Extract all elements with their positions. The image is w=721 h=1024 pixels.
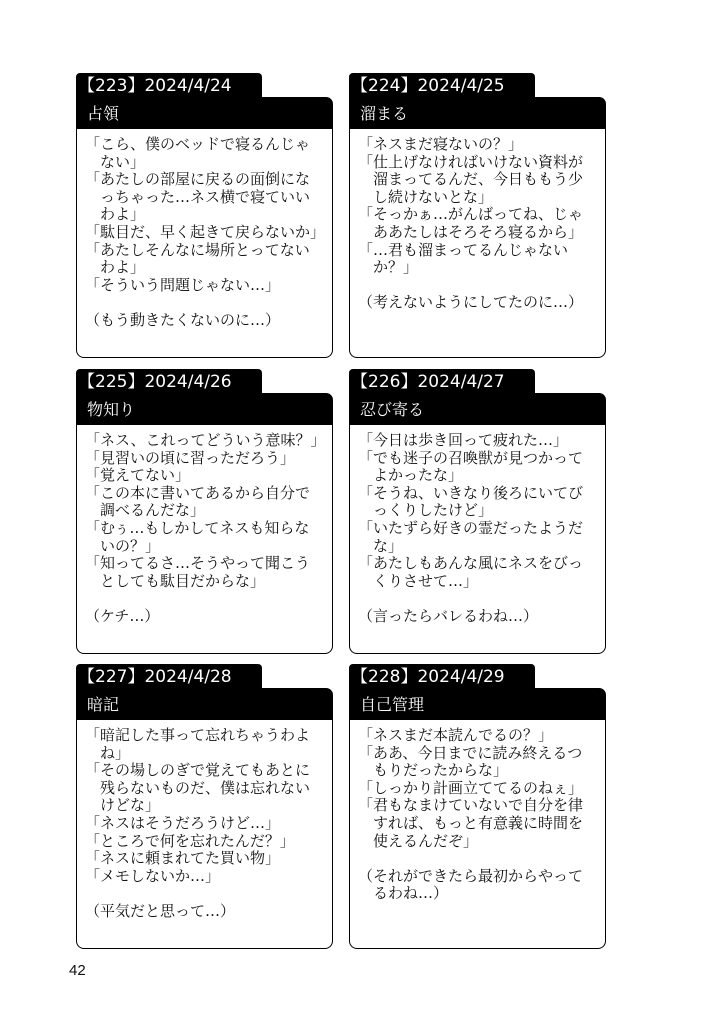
entry-number-date-tab: 【226】2024/4/27 — [349, 369, 535, 394]
dialogue-line: 「こら、僕のベッドで寝るんじゃ — [85, 135, 311, 153]
entry-number-date-tab: 【228】2024/4/29 — [349, 664, 535, 689]
dialogue-line: 「ああ、今日までに読み終えるつ — [358, 743, 583, 762]
dialogue-line: 残らないものだ、僕は忘れない — [100, 778, 311, 797]
dialogue-line: けどな」 — [100, 796, 161, 815]
dialogue-line: 使えるんだぞ」 — [373, 831, 479, 850]
dialogue-line: 「そういう問題じゃない…」 — [85, 275, 281, 294]
blank-line — [85, 885, 332, 903]
dialogue-line: わよ」 — [100, 258, 146, 277]
blank-line — [358, 590, 605, 608]
entry-title: 忍び寄る — [360, 400, 425, 419]
dialogue-line: もりだったからな」 — [373, 761, 509, 780]
thought-line: （それができたら最初からやって — [358, 866, 584, 885]
dialogue-line: わよ」 — [100, 205, 146, 224]
dialogue-line: っちゃった…ネス横で寝ていい — [100, 187, 311, 206]
entry-body — [76, 720, 333, 949]
entry-number-date-tab: 【227】2024/4/28 — [76, 664, 262, 689]
blank-line — [358, 277, 605, 295]
entry-title: 溜まる — [360, 104, 409, 123]
entry-card-224 — [349, 73, 606, 358]
dialogue-line: 「駄目だ、早く起きて戻らないか」 — [85, 222, 326, 241]
dialogue-line: か？」 — [373, 258, 419, 277]
dialogue-line: 「ネスまだ寝ないの？」 — [358, 135, 524, 153]
dialogue-line: 調べるんだな」 — [100, 501, 206, 520]
entry-title: 自己管理 — [360, 695, 425, 714]
entry-body — [349, 425, 606, 654]
thought-line: （考えないようにしてたのに…） — [358, 293, 584, 312]
entry-title: 物知り — [87, 400, 136, 419]
dialogue-line: いの？」 — [100, 536, 161, 555]
thought-line: るわね…） — [373, 884, 449, 903]
dialogue-line: 「あたしそんなに場所とってない — [85, 240, 310, 259]
entry-card-228 — [349, 664, 606, 949]
entry-card-223 — [76, 73, 333, 358]
dialogue-line: くりさせて…」 — [373, 571, 479, 590]
entry-card-225 — [76, 369, 333, 654]
dialogue-line: 「覚えてない」 — [85, 466, 191, 485]
dialogue-line: すれば、もっと有意義に時間を — [373, 813, 584, 832]
blank-line — [358, 850, 605, 868]
dialogue-line: 「ネスはそうだろうけど…」 — [85, 813, 281, 832]
dialogue-line: 「今日は歩き回って疲れた…」 — [358, 431, 569, 449]
dialogue-line: 「知ってるさ…そうやって聞こう — [85, 554, 311, 573]
dialogue-line: 「ところで何を忘れたんだ？」 — [85, 831, 295, 850]
entry-number-date-tab: 【223】2024/4/24 — [76, 73, 262, 98]
dialogue-line: よかったな」 — [373, 466, 464, 485]
dialogue-line: 「でも迷子の召喚獣が見つかって — [358, 448, 584, 467]
dialogue-line: 「むぅ…もしかしてネスも知らな — [85, 518, 310, 537]
dialogue-line: 「君もなまけていないで自分を律 — [358, 796, 584, 815]
dialogue-line: 「この本に書いてあるから自分で — [85, 483, 311, 502]
thought-line: （もう動きたくないのに…） — [85, 310, 281, 329]
thought-line: （言ったらバレるわね…） — [358, 606, 539, 625]
dialogue-line: 「あたしもあんな風にネスをびっ — [358, 554, 584, 573]
thought-line: （平気だと思って…） — [85, 901, 236, 920]
page-number: 42 — [69, 962, 86, 979]
thought-line: （ケチ…） — [85, 606, 160, 625]
dialogue-line: し続けないとな」 — [373, 187, 494, 206]
dialogue-line: 「しっかり計画立ててるのねぇ」 — [358, 778, 584, 797]
entry-title-bar — [349, 97, 606, 130]
entry-title-bar — [76, 97, 333, 130]
dialogue-line: ああたしはそろそろ寝るから」 — [373, 222, 584, 241]
entry-number-date-tab: 【224】2024/4/25 — [349, 73, 535, 98]
dialogue-line: 「そっかぁ…がんばってね、じゃ — [358, 205, 584, 224]
dialogue-line: 「ネスに頼まれてた買い物」 — [85, 849, 281, 868]
entry-title-bar — [76, 393, 333, 426]
dialogue-line: 「見習いの頃に習っただろう」 — [85, 448, 296, 467]
dialogue-line: 「その場しのぎで覚えてもあとに — [85, 761, 311, 780]
dialogue-line: 「仕上げなければいけない資料が — [358, 152, 584, 171]
dialogue-line: 「ネスまだ本読んでるの？」 — [358, 726, 554, 744]
entry-body — [349, 720, 606, 949]
dialogue-line: 「暗記した事って忘れちゃうわよ — [85, 726, 311, 744]
dialogue-line: 「そうね、いきなり後ろにいてび — [358, 483, 584, 502]
dialogue-line: ね」 — [100, 743, 131, 762]
dialogue-line: っくりしたけど」 — [373, 501, 494, 520]
entry-card-226 — [349, 369, 606, 654]
dialogue-line: 「ネス、これってどういう意味？」 — [85, 431, 326, 449]
entry-title: 占領 — [87, 104, 120, 123]
entry-number-date-tab: 【225】2024/4/26 — [76, 369, 262, 394]
entry-card-227 — [76, 664, 333, 949]
entry-title-bar — [349, 688, 606, 721]
dialogue-line: 溜まってるんだ、今日ももう少 — [373, 170, 584, 189]
dialogue-line: な」 — [373, 536, 404, 555]
dialogue-line: 「メモしないか…」 — [85, 866, 221, 885]
dialogue-line: 「…君も溜まってるんじゃない — [358, 240, 569, 259]
dialogue-line: としても駄目だからな」 — [100, 571, 266, 590]
dialogue-line: ない」 — [100, 152, 146, 171]
blank-line — [85, 294, 332, 312]
entry-title-bar — [76, 688, 333, 721]
entry-body — [76, 129, 333, 358]
entry-body — [76, 425, 333, 654]
blank-line — [85, 590, 332, 608]
entry-title: 暗記 — [87, 695, 120, 714]
dialogue-line: 「いたずら好きの霊だったようだ — [358, 518, 584, 537]
dialogue-line: 「あたしの部屋に戻るの面倒にな — [85, 170, 311, 189]
entry-title-bar — [349, 393, 606, 426]
entry-body — [349, 129, 606, 358]
